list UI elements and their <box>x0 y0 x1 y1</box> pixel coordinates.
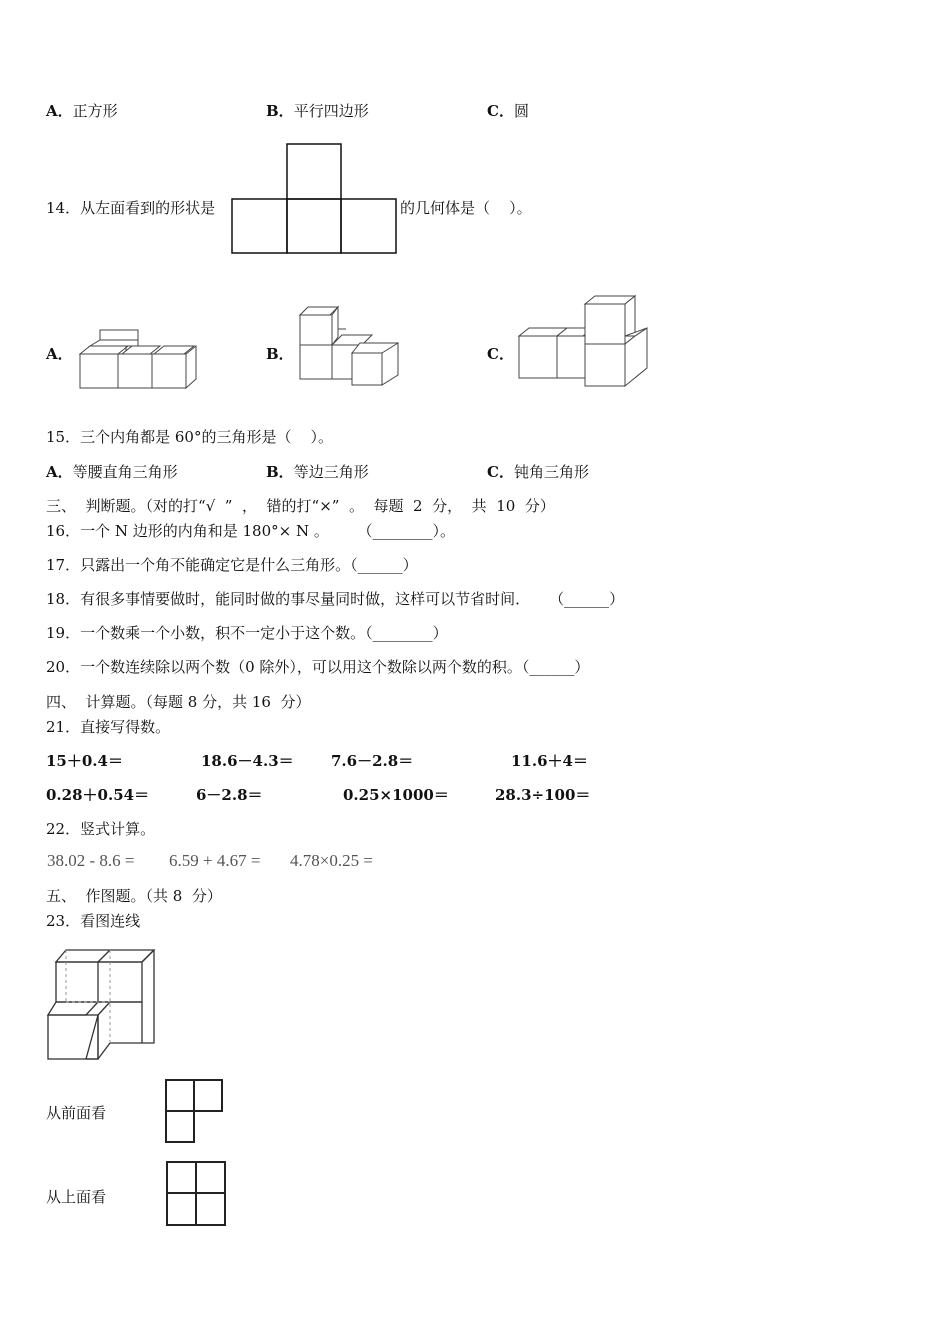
q21-item: 18.6－4.3＝ <box>201 752 294 770</box>
q21-item: 15＋0.4＝ <box>46 752 123 770</box>
q14-left-view-figure <box>231 143 399 255</box>
q15-option-a: A．等腰直角三角形 <box>46 463 178 481</box>
q15-option-c: C．钝角三角形 <box>487 463 589 481</box>
q22-item: 4.78×0.25 = <box>290 851 373 870</box>
q21-item: 0.28＋0.54＝ <box>46 786 150 804</box>
q20: 20．一个数连续除以两个数（0 除外），可以用这个数除以两个数的积。（______） <box>46 658 590 676</box>
q16: 16．一个 N 边形的内角和是 180°× N 。 （________）。 <box>46 522 455 540</box>
q15-option-b: B．等边三角形 <box>266 463 369 481</box>
q23-top-view-figure <box>165 1160 227 1228</box>
q14-option-c-label: C． <box>487 345 514 363</box>
q14-option-b-label: B． <box>266 345 294 363</box>
q13-option-c: C．圆 <box>487 102 529 120</box>
q21-stem: 21．直接写得数。 <box>46 718 171 736</box>
q18: 18．有很多事情要做时，能同时做的事尽量同时做，这样可以节省时间． （______） <box>46 590 625 608</box>
section-4-title: 四、 计算题。（每题 8 分，共 16 分） <box>46 693 311 711</box>
q22-stem: 22．竖式计算。 <box>46 820 156 838</box>
q14-option-a-figure <box>78 327 200 391</box>
q14-option-c-figure <box>517 294 651 390</box>
section-5-title: 五、 作图题。（共 8 分） <box>46 887 222 905</box>
q22-item: 38.02 - 8.6 = <box>47 851 135 870</box>
q13-option-a: A．正方形 <box>46 102 118 120</box>
q23-front-label: 从前面看 <box>46 1104 107 1122</box>
q14-prefix: 14．从左面看到的形状是 <box>46 199 216 217</box>
q21-item: 0.25×1000＝ <box>343 786 449 804</box>
q23-top-label: 从上面看 <box>46 1188 107 1206</box>
q21-item: 11.6＋4＝ <box>511 752 588 770</box>
q21-item: 28.3÷100＝ <box>495 786 591 804</box>
q14-option-a-label: A． <box>46 345 73 363</box>
q14-option-b-figure <box>298 305 404 387</box>
q22-item: 6.59 + 4.67 = <box>169 851 261 870</box>
q13-option-b: B．平行四边形 <box>266 102 369 120</box>
section-3-title: 三、 判断题。（对的打“√ ” ， 错的打“×” 。 每题 2 分， 共 10 分） <box>46 497 555 515</box>
q15-stem: 15．三个内角都是 60°的三角形是（ ）。 <box>46 428 334 446</box>
q23-front-view-figure <box>164 1078 224 1144</box>
q21-item: 7.6－2.8＝ <box>331 752 414 770</box>
q14-suffix: 的几何体是（ ）。 <box>400 199 532 217</box>
q19: 19．一个数乘一个小数，积不一定小于这个数。（________） <box>46 624 448 642</box>
q23-solid-figure <box>46 945 158 1063</box>
q23-stem: 23．看图连线 <box>46 912 141 930</box>
q21-item: 6－2.8＝ <box>196 786 263 804</box>
q17: 17．只露出一个角不能确定它是什么三角形。（______） <box>46 556 418 574</box>
